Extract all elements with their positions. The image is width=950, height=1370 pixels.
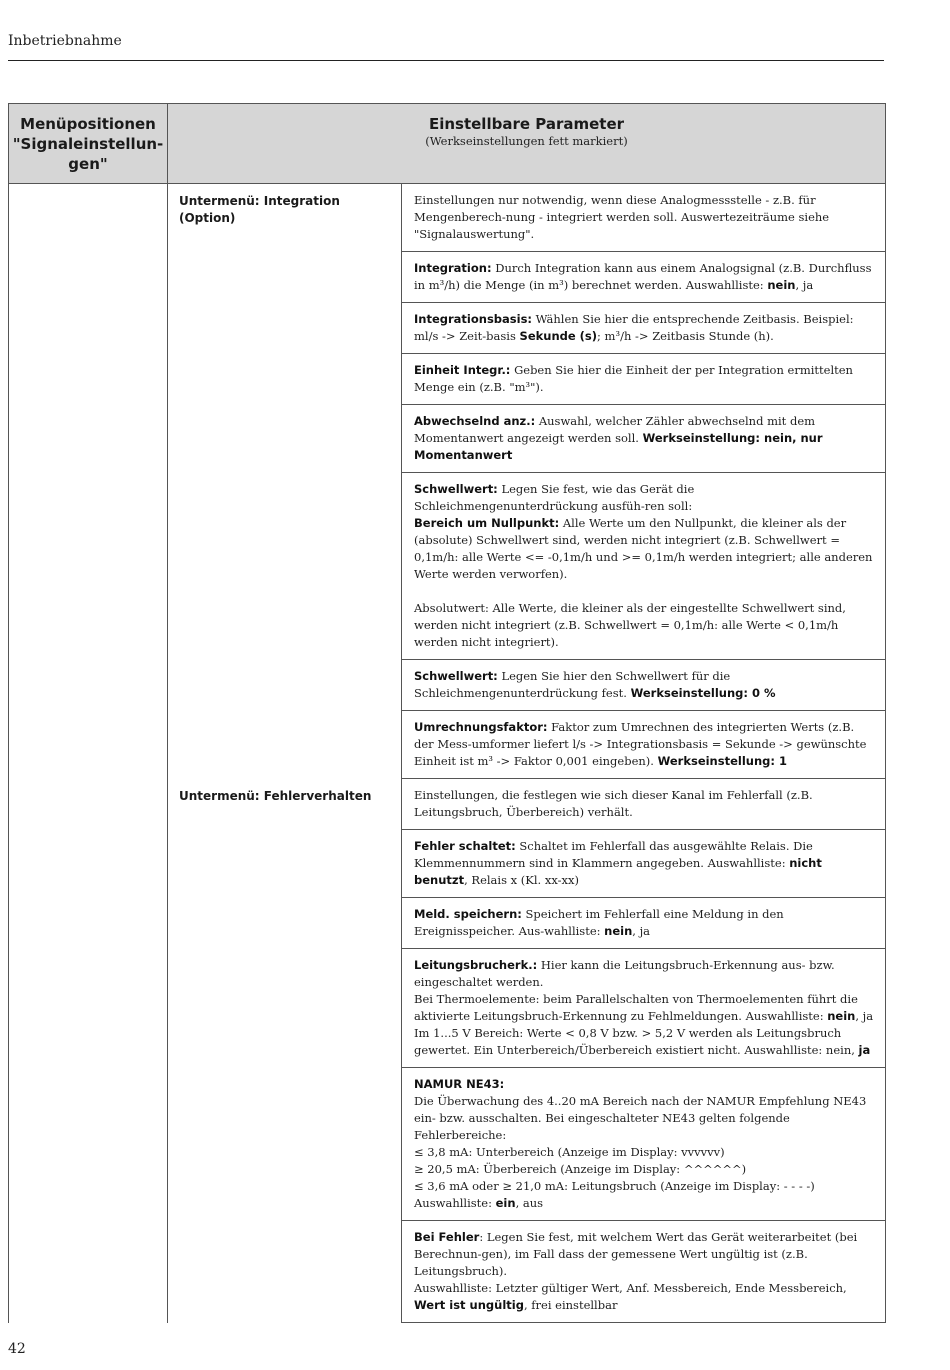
menu-positions-header <box>9 104 168 184</box>
body-text: ; m³/h -> Zeitbasis Stunde (h). <box>597 329 774 343</box>
body-text: Auswahlliste: <box>414 1196 496 1210</box>
page-number: 42 <box>8 1341 26 1357</box>
body-text: Auswahlliste: Letzter gültiger Wert, Anf. Messbereich, Ende Messbereich, <box>414 1281 847 1295</box>
parameter-description <box>402 303 886 354</box>
parameter-description <box>402 184 886 252</box>
page-header-title: Inbetriebnahme <box>8 33 122 49</box>
integration-parameter-row <box>9 184 886 252</box>
body-text: Faktor zum Umrechnen des integrierten Werts (z.B. der Mess-umformer liefert l/s -> Integrationsbasis = Sekunde -> gewünschte Einheit ist m³ -> Faktor 0,001 eingeben). <box>414 720 867 768</box>
bold-text: Schwellwert: <box>414 482 498 496</box>
bold-text: Wert ist ungültig <box>414 1298 524 1312</box>
parameters-header <box>168 104 886 184</box>
parameter-description <box>402 898 886 949</box>
bold-text: Werkseinstellung: 0 % <box>630 686 776 700</box>
parameter-description <box>402 405 886 473</box>
menu-positions-header-line: Menüpositionen <box>20 115 156 133</box>
parameter-description <box>402 830 886 898</box>
bold-text: nicht benutzt <box>414 856 822 887</box>
menu-positions-header-line: "Signaleinstellun- <box>12 135 164 153</box>
bold-text: ein <box>495 1196 516 1210</box>
body-text: , Relais x (Kl. xx-xx) <box>464 873 579 887</box>
body-text: Geben Sie hier die Einheit der per Integration ermittelten Menge ein (z.B. "m³"). <box>414 363 853 394</box>
body-text: , aus <box>515 1196 544 1210</box>
body-text: Bei Thermoelemente: beim Parallelschalten von Thermoelementen führt die aktivierte Leitungsbruch-Erkennung zu Fehlmeldungen. Auswahlliste: <box>414 992 858 1023</box>
bold-text: Meld. speichern: <box>414 907 522 921</box>
body-text: Wählen Sie hier die entsprechende Zeitbasis. Beispiel: ml/s -> Zeit-basis <box>414 312 854 343</box>
body-text: Durch Integration kann aus einem Analogsignal (z.B. Durchfluss in m³/h) die Menge (in m³) berechnet werden. Auswahlliste: <box>414 261 872 292</box>
bold-text: Bereich um Nullpunkt: <box>414 516 560 530</box>
body-text: Legen Sie fest, wie das Gerät die Schleichmengenunterdrückung ausfüh-ren soll: <box>414 482 695 513</box>
body-text: Die Überwachung des 4..20 mA Bereich nach der NAMUR Empfehlung NE43 ein- bzw. ausschalten. Bei eingeschalteter NE43 gelten folgende Fehlerbereiche: <box>414 1094 867 1142</box>
parameter-description <box>402 1221 886 1323</box>
parameter-description <box>402 949 886 1068</box>
bold-text: Werkseinstellung: 1 <box>657 754 787 768</box>
bold-text: Umrechnungsfaktor: <box>414 720 548 734</box>
bold-text: NAMUR NE43: <box>414 1077 505 1091</box>
body-text: Einstellungen, die festlegen wie sich dieser Kanal im Fehlerfall (z.B. Leitungsbruch, Überbereich) verhält. <box>414 788 813 819</box>
bold-text: Integrationsbasis: <box>414 312 533 326</box>
bold-text: Fehler schaltet: <box>414 839 516 853</box>
header-divider <box>8 60 884 61</box>
parameter-description <box>402 779 886 830</box>
body-text: Im 1...5 V Bereich: Werte < 0,8 V bzw. > 5,2 V werden als Leitungsbruch gewertet. Ein Unterbereich/Überbereich existiert nicht. Auswahlliste: nein, <box>414 1026 859 1057</box>
table-header-row <box>9 104 886 184</box>
bold-text: Bei Fehler <box>414 1230 480 1244</box>
menu-positions-column <box>9 184 168 1323</box>
parameter-description <box>402 252 886 303</box>
bold-text: Schwellwert: <box>414 669 498 683</box>
parameters-header-title: Einstellbare Parameter <box>428 115 625 133</box>
body-text: Legen Sie hier den Schwellwert für die Schleichmengenunterdrückung fest. <box>414 669 731 700</box>
parameter-description <box>402 473 886 660</box>
body-text: Schaltet im Fehlerfall das ausgewählte Relais. Die Klemmennummern sind in Klammern angegeben. Auswahlliste: <box>414 839 813 870</box>
menu-positions-header-line: gen" <box>68 155 108 173</box>
body-text: Alle Werte um den Nullpunkt, die kleiner als der (absolute) Schwellwert sind, werden nicht integriert (z.B. Schwellwert = 0,1m/h: alle Werte <= -0,1m/h und >= 0,1m/h werden integriert; alle anderen Werte werden verworfen). <box>414 516 873 581</box>
bold-text: Leitungsbrucherk.: <box>414 958 538 972</box>
body-text: Absolutwert: Alle Werte, die kleiner als der eingestellte Schwellwert sind, werden nicht integriert (z.B. Schwellwert = 0,1m/h: alle Werte < 0,1m/h werden nicht integriert). <box>414 601 846 649</box>
bold-text: Werkseinstellung: nein, nur Momentanwert <box>414 431 823 462</box>
body-text: Einstellungen nur notwendig, wenn diese Analogmessstelle - z.B. für Mengenberech-nung - integriert werden soll. Auswertezeiträume siehe "Signalauswertung". <box>414 193 830 241</box>
parameter-description <box>402 711 886 779</box>
body-text: : Legen Sie fest, mit welchem Wert das Gerät weiterarbeitet (bei Berechnun-gen), im Fall dass der gemessene Wert ungültig ist (z.B. Leitungsbruch). <box>414 1230 858 1278</box>
body-text: Auswahl, welcher Zähler abwechselnd mit dem Momentanwert angezeigt werden soll. <box>414 414 816 445</box>
bold-text: nein <box>827 1009 856 1023</box>
bold-text: Abwechselnd anz.: <box>414 414 536 428</box>
body-text: ≥ 20,5 mA: Überbereich (Anzeige im Display: ^^^^^^) <box>414 1162 747 1176</box>
submenu-label: Untermenü: Fehlerverhalten <box>168 779 402 1323</box>
body-text: Hier kann die Leitungsbruch-Erkennung aus- bzw. eingeschaltet werden. <box>414 958 835 989</box>
body-text: ≤ 3,8 mA: Unterbereich (Anzeige im Display: vvvvvv) <box>414 1145 725 1159</box>
body-text: , frei einstellbar <box>523 1298 618 1312</box>
parameters-header-subtitle: (Werkseinstellungen fett markiert) <box>425 134 628 148</box>
bold-text: Einheit Integr.: <box>414 363 511 377</box>
bold-text: nein <box>604 924 633 938</box>
body-text: Speichert im Fehlerfall eine Meldung in den Ereignisspeicher. Aus-wahlliste: <box>414 907 784 938</box>
bold-text: nein <box>767 278 796 292</box>
body-text: , ja <box>632 924 651 938</box>
parameter-description <box>402 354 886 405</box>
submenu-label: Untermenü: Integration (Option) <box>168 184 402 779</box>
body-text: , ja <box>855 1009 874 1023</box>
bold-text: ja <box>858 1043 871 1057</box>
bold-text: Sekunde (s) <box>519 329 598 343</box>
parameter-table <box>8 103 886 1323</box>
parameter-description <box>402 660 886 711</box>
body-text: ≤ 3,6 mA oder ≥ 21,0 mA: Leitungsbruch (Anzeige im Display: - - - -) <box>414 1179 815 1193</box>
parameter-description <box>402 1068 886 1221</box>
bold-text: Integration: <box>414 261 492 275</box>
body-text: , ja <box>795 278 814 292</box>
